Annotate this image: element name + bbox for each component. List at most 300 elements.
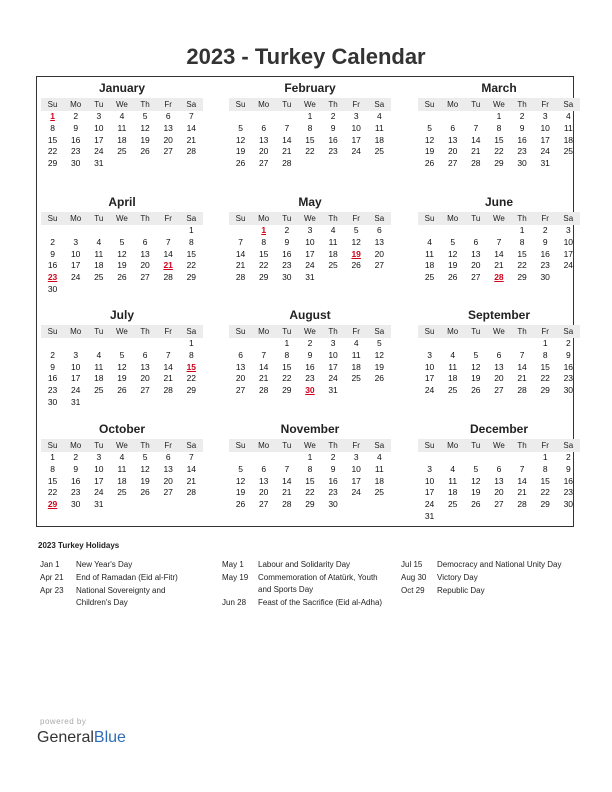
weekday-label: Fr [164,214,172,223]
week-row [41,135,203,147]
day-cell [64,338,87,350]
day-cell: 3 [73,349,79,360]
day-cell: 4 [96,349,102,360]
day-cell [322,158,345,170]
day-cell: 26 [235,158,246,169]
day-cell: 17 [351,475,361,486]
day-cell: 16 [305,361,315,372]
weekday-label: We [304,214,316,223]
day-cell: 14 [163,361,173,372]
day-cell [487,511,510,523]
day-cell: 10 [305,236,315,247]
day-cell: 16 [540,248,550,259]
day-cell: 20 [258,146,269,157]
holiday-column [40,559,198,610]
day-cell [441,511,464,523]
day-cell: 27 [258,158,269,169]
day-cell: 5 [238,463,243,474]
month-october [41,422,203,511]
day-cell: 19 [374,361,385,372]
day-cell [157,338,180,350]
day-cell [368,272,391,284]
day-cell: 30 [517,158,527,169]
day-cell: 22 [47,487,58,498]
day-cell: 10 [70,248,81,259]
holiday-date: 23 [47,272,58,283]
week-row [229,260,391,272]
day-cell: 16 [47,260,58,271]
day-cell: 2 [519,111,525,121]
day-cell: 13 [374,236,385,247]
day-cell: 25 [117,146,127,157]
day-cell: 29 [540,385,550,396]
day-cell: 10 [563,236,574,247]
weekday-label: Su [235,441,246,450]
week-row [229,272,391,284]
day-cell [110,499,133,511]
day-cell: 1 [50,452,55,462]
day-cell: 17 [70,260,81,271]
holiday-item [40,585,198,609]
day-cell: 21 [186,475,197,486]
week-row [229,487,391,499]
day-cell [487,225,510,237]
day-cell: 22 [305,487,315,498]
day-cell [464,338,487,350]
day-cell [41,225,64,237]
weekday-label: Sa [186,441,197,450]
day-cell: 14 [282,475,292,486]
day-cell: 31 [94,499,104,510]
day-cell: 9 [73,463,79,474]
day-cell: 23 [282,260,292,271]
day-cell: 12 [140,463,150,474]
day-cell: 24 [351,146,361,157]
week-row [41,272,203,284]
day-cell: 14 [282,134,292,145]
holiday-name: End of Ramadan (Eid al-Fitr) [76,573,178,582]
day-cell: 18 [94,260,104,271]
week-row [41,249,203,261]
day-cell: 30 [563,499,574,510]
day-cell: 21 [282,487,292,498]
weekday-label: Th [517,100,527,109]
day-cell: 14 [517,475,527,486]
weekday-label: We [493,441,505,450]
day-cell: 1 [496,111,502,121]
week-row [229,476,391,488]
weekday-label: Tu [471,441,481,450]
day-cell: 16 [563,361,574,372]
weekday-header [418,212,580,225]
weekday-label: Mo [447,100,459,109]
day-cell: 5 [142,111,148,121]
weekday-label: Mo [70,100,82,109]
day-cell: 10 [424,475,435,486]
day-cell: 26 [117,272,127,283]
month-january [41,81,203,170]
day-cell: 9 [307,349,313,360]
weekday-label: Sa [374,327,385,336]
day-cell: 5 [450,236,456,247]
day-cell: 24 [351,487,361,498]
week-row [41,452,203,464]
day-cell: 23 [47,385,58,396]
day-cell: 27 [258,499,269,510]
day-cell [134,225,157,237]
day-cell: 21 [186,134,197,145]
day-cell: 2 [50,349,55,360]
week-row [41,237,203,249]
holiday-name: National Sovereignty and Children's Day [76,586,166,607]
day-cell: 26 [424,158,435,169]
weekday-label: Tu [94,100,104,109]
week-row [41,146,203,158]
week-row [41,397,203,409]
day-cell: 17 [70,373,81,384]
day-cell [252,452,275,464]
weekday-label: We [493,214,505,223]
day-cell: 31 [424,510,435,521]
week-row [418,350,580,362]
day-cell: 24 [424,499,435,510]
day-cell: 31 [70,396,81,407]
day-cell: 29 [517,272,527,283]
day-cell: 9 [565,463,571,474]
day-cell: 27 [140,272,150,283]
day-cell: 12 [424,134,435,145]
holiday-column [222,559,390,610]
day-cell: 25 [563,146,574,157]
day-cell: 4 [353,338,359,348]
day-cell: 13 [494,475,504,486]
day-cell [134,338,157,350]
day-cell: 7 [284,463,290,474]
weekday-label: We [493,100,505,109]
day-cell: 24 [424,385,435,396]
holiday-date-label: Jan 1 [40,560,60,569]
week-row [229,385,391,397]
day-cell: 30 [70,499,81,510]
day-cell: 12 [471,361,481,372]
day-cell [180,397,203,409]
week-row [41,499,203,511]
day-cell: 8 [284,349,290,360]
day-cell: 8 [307,463,313,474]
weekday-label: Sa [186,100,197,109]
week-row [418,464,580,476]
day-cell [87,225,110,237]
day-cell [322,272,345,284]
day-cell: 31 [540,158,550,169]
page-title: 2023 - Turkey Calendar [186,44,426,69]
weekday-label: Sa [374,214,385,223]
weekday-label: Su [235,100,246,109]
weekday-label: Th [328,441,338,450]
day-cell: 14 [258,361,269,372]
day-cell: 27 [494,499,504,510]
day-cell [157,499,180,511]
day-cell: 24 [540,146,550,157]
weekday-label: Th [328,214,338,223]
day-cell [229,111,252,123]
day-cell: 12 [117,361,127,372]
day-cell: 18 [424,260,435,271]
day-cell [87,338,110,350]
day-cell: 26 [471,499,481,510]
day-cell: 23 [305,373,315,384]
day-cell: 7 [519,463,525,474]
weekday-label: Tu [282,441,292,450]
week-row [41,476,203,488]
day-cell [464,225,487,237]
weekday-label: Mo [447,214,459,223]
day-cell: 4 [565,111,571,121]
week-row [41,487,203,499]
day-cell: 21 [258,373,269,384]
day-cell: 17 [563,248,574,259]
day-cell: 31 [305,272,315,283]
day-cell: 20 [258,487,269,498]
day-cell: 4 [376,452,382,462]
day-cell: 27 [140,385,150,396]
week-row [229,464,391,476]
holiday-date-label: Aug 30 [401,573,427,582]
day-cell: 1 [542,338,548,348]
day-cell: 16 [70,475,81,486]
weekday-label: Sa [563,100,574,109]
day-cell: 19 [447,260,458,271]
weekday-label: Su [47,441,58,450]
day-cell: 9 [50,248,55,259]
month-april [41,195,203,296]
day-cell: 1 [284,338,290,348]
day-cell: 21 [471,146,481,157]
weekday-label: We [304,327,316,336]
day-cell: 18 [447,487,458,498]
day-cell: 11 [374,463,384,474]
day-cell: 30 [47,283,58,294]
day-cell: 31 [94,158,104,169]
day-cell: 5 [119,236,125,247]
day-cell: 1 [188,338,194,348]
holiday-date-label: May 19 [222,573,249,582]
day-cell: 22 [517,260,527,271]
week-row [418,511,580,523]
day-cell: 27 [163,146,173,157]
week-row [418,146,580,158]
day-cell: 19 [235,146,246,157]
day-cell: 13 [447,134,458,145]
month-december [418,422,580,523]
holiday-date: 28 [494,272,504,283]
day-cell: 8 [50,122,55,133]
week-row [418,373,580,385]
week-row [418,111,580,123]
weekday-label: Tu [94,327,104,336]
weekday-header [41,439,203,452]
week-row [229,338,391,350]
day-cell [157,158,180,170]
holiday-name: Victory Day [437,573,478,582]
day-cell: 17 [94,134,104,145]
weekday-label: Sa [563,327,574,336]
week-row [229,225,391,237]
holiday-item [40,572,198,584]
weekday-label: Su [47,100,58,109]
day-cell: 4 [119,452,125,462]
day-cell: 5 [119,349,125,360]
weekday-label: Fr [352,441,360,450]
day-cell: 25 [94,385,104,396]
day-cell: 6 [142,349,148,360]
day-cell: 13 [140,248,150,259]
day-cell: 8 [50,463,55,474]
weekday-label: Tu [94,441,104,450]
day-cell: 31 [328,385,338,396]
weekday-label: Fr [541,214,549,223]
day-cell: 5 [473,349,479,360]
day-cell: 8 [519,236,525,247]
day-cell: 11 [117,122,127,133]
weekday-label: We [493,327,505,336]
day-cell: 1 [307,111,313,121]
day-cell [229,225,252,237]
day-cell: 16 [70,134,81,145]
day-cell [345,272,368,284]
day-cell: 18 [94,373,104,384]
week-row [418,123,580,135]
week-row [41,373,203,385]
week-row [418,338,580,350]
day-cell: 11 [448,475,458,486]
day-cell: 11 [328,236,338,247]
week-row [41,158,203,170]
weekday-label: Su [235,214,246,223]
weekday-label: Th [140,441,150,450]
holiday-item [222,559,390,571]
brand-part-1: General [37,729,94,746]
day-cell: 26 [351,260,361,271]
day-cell: 9 [284,236,290,247]
weekday-header [418,439,580,452]
day-cell: 5 [353,225,359,235]
day-cell [464,452,487,464]
holiday-name: Democracy and National Unity Day [437,560,562,569]
day-cell: 3 [353,111,359,121]
day-cell [229,452,252,464]
day-cell: 6 [261,463,267,474]
day-cell: 24 [328,373,338,384]
day-cell: 16 [47,373,58,384]
day-cell: 22 [258,260,269,271]
day-cell: 9 [330,122,336,133]
day-cell: 8 [496,122,502,133]
weekday-label: Sa [186,327,197,336]
day-cell: 9 [50,361,55,372]
weekday-label: Tu [471,327,481,336]
holiday-date: 21 [163,260,173,271]
day-cell [441,338,464,350]
weekday-label: We [116,441,128,450]
day-cell: 29 [282,385,292,396]
holiday-item [401,585,571,597]
day-cell: 18 [351,361,361,372]
day-cell: 28 [517,499,527,510]
holiday-column [401,559,571,598]
day-cell: 29 [186,385,197,396]
day-cell: 14 [186,463,197,474]
day-cell: 15 [282,361,292,372]
week-row [229,146,391,158]
weekday-label: Sa [374,441,385,450]
day-cell: 3 [73,236,79,247]
weekday-header [418,325,580,338]
day-cell: 27 [494,385,504,396]
week-row [41,284,203,296]
weekday-label: Tu [282,327,292,336]
holiday-date-label: Apr 23 [40,586,64,595]
week-row [229,158,391,170]
week-row [229,452,391,464]
weekday-label: Su [424,327,435,336]
weekday-label: Mo [70,327,82,336]
holiday-name: Republic Day [437,586,485,595]
holiday-name: New Year's Day [76,560,133,569]
day-cell: 28 [186,146,197,157]
day-cell: 22 [305,146,315,157]
day-cell: 3 [427,349,432,360]
holiday-item [222,572,390,596]
weekday-label: Mo [447,441,459,450]
weekday-label: Th [517,214,527,223]
weekday-label: Mo [258,441,270,450]
day-cell: 3 [565,225,571,235]
weekday-label: We [304,441,316,450]
day-cell: 23 [70,146,81,157]
week-row [41,350,203,362]
weekday-header [41,212,203,225]
day-cell [511,338,534,350]
day-cell: 4 [450,463,456,474]
day-cell: 25 [424,272,435,283]
month-name: February [284,81,336,95]
day-cell: 20 [471,260,481,271]
day-cell [157,225,180,237]
day-cell [157,397,180,409]
day-cell: 14 [517,361,527,372]
day-cell [557,511,580,523]
weekday-label: Fr [164,100,172,109]
holiday-date-label: Oct 29 [401,586,425,595]
day-cell: 15 [47,134,58,145]
day-cell: 2 [307,338,313,348]
month-name: September [467,308,531,322]
month-name: August [289,308,331,322]
day-cell: 21 [163,373,173,384]
holiday-date-label: Apr 21 [40,573,64,582]
week-row [41,225,203,237]
day-cell: 15 [517,248,527,259]
month-name: May [298,195,322,209]
week-row [418,362,580,374]
day-cell: 25 [374,146,385,157]
day-cell: 1 [307,452,313,462]
holiday-name: Feast of the Sacrifice (Eid al-Adha) [258,598,383,607]
day-cell: 30 [47,396,58,407]
day-cell: 4 [450,349,456,360]
generalblue-logo[interactable] [37,729,126,747]
